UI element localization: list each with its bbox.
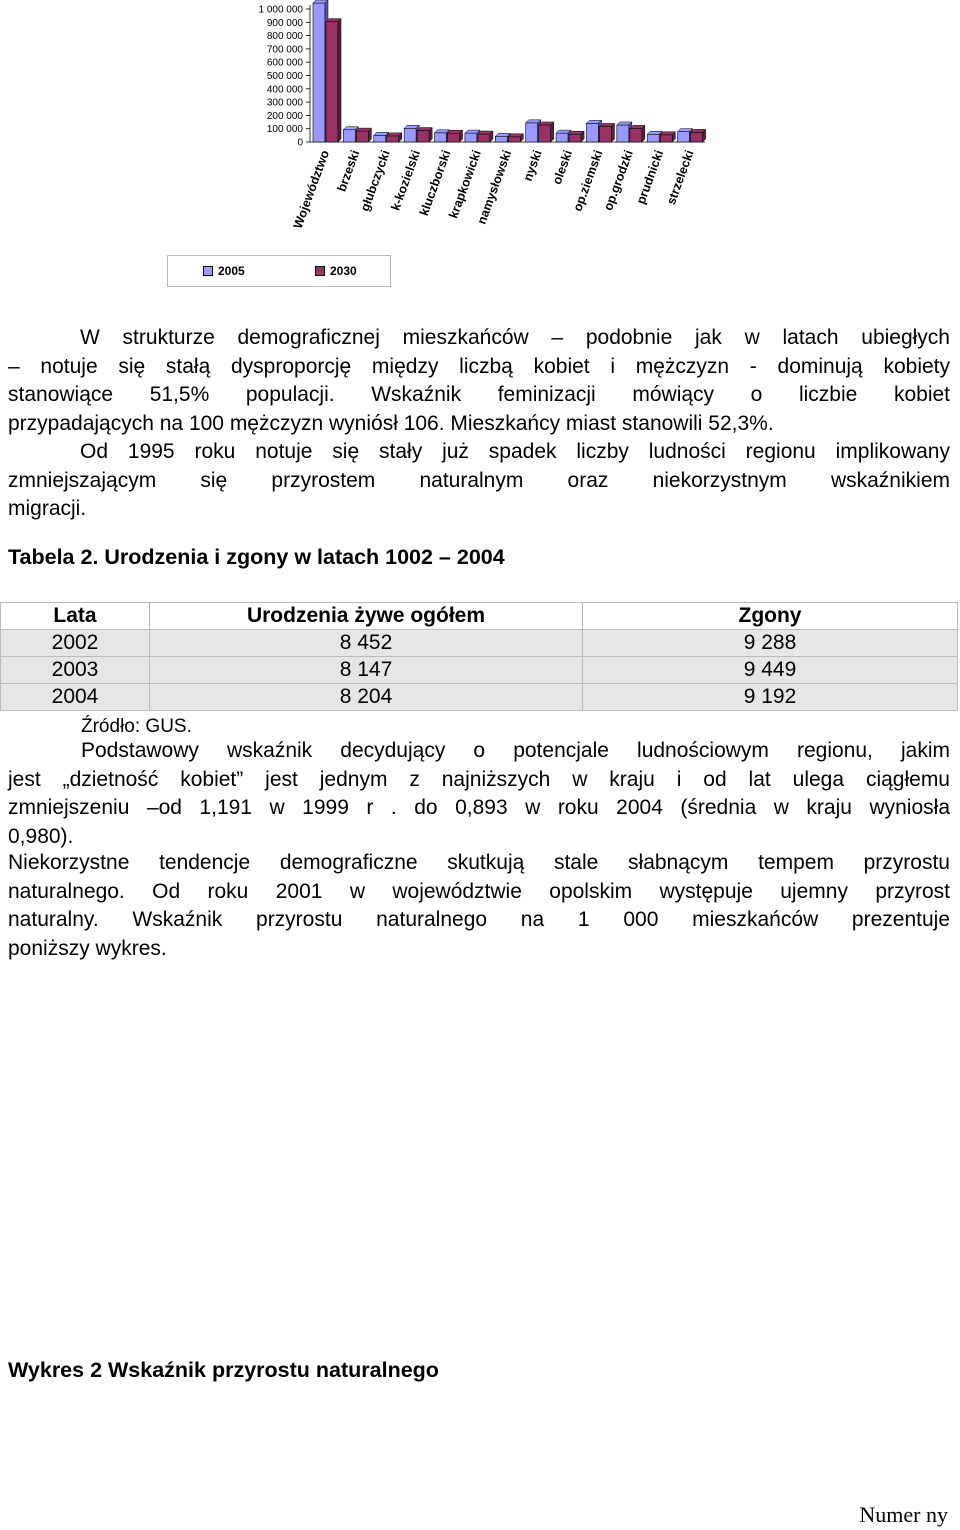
- bar-side-2030: [551, 122, 554, 142]
- bar-2030: [356, 131, 368, 142]
- text-line: jest „dzietność kobiet” jest jednym z najniższych w kraju i od lat ulega ciągłemu: [8, 767, 950, 791]
- chart2-title: Wykres 2 Wskaźnik przyrostu naturalnego: [8, 1358, 439, 1382]
- bar-2030: [660, 135, 672, 142]
- bar-2030: [599, 126, 611, 142]
- bar-2030: [326, 22, 338, 142]
- legend-item-2005: [203, 264, 245, 278]
- table-cell: 2002: [1, 630, 150, 657]
- text-line: migracji.: [8, 497, 87, 520]
- y-tick-label: 600 000: [266, 57, 303, 69]
- x-tick-label: oleski: [549, 148, 576, 187]
- y-tick-label: 100 000: [266, 124, 303, 136]
- x-tick-label: strzelecki: [663, 148, 697, 207]
- bar-side-2030: [611, 123, 614, 142]
- table-header-row: [1, 603, 958, 630]
- text-line: Podstawowy wskaźnik decydujący o potencjale ludnościowym regionu, jakim: [81, 739, 950, 762]
- table-row: [1, 684, 958, 711]
- y-tick-label: 1 000 000: [258, 4, 303, 16]
- bar-side-2030: [338, 19, 341, 142]
- header-cell-years: Lata: [1, 603, 150, 630]
- legend-item-2030: [315, 264, 357, 278]
- table-cell: 8 204: [150, 684, 583, 711]
- table-row: [1, 630, 958, 657]
- bar-side-2030: [642, 125, 645, 142]
- text-line: naturalny. Wskaźnik przyrostu naturalnego na 1 000 mieszkańców prezentuje: [8, 908, 950, 931]
- y-tick-label: 0: [297, 137, 303, 149]
- table-cell: 9 288: [583, 630, 958, 657]
- legend-swatch-2005: [203, 266, 213, 276]
- text-line: zmniejszeniu –od 1,191 w 1999 r . do 0,893 w roku 2004 (średnia w kraju wyniosła: [8, 796, 950, 819]
- bar-2005: [404, 128, 416, 142]
- bar-2030: [387, 136, 399, 142]
- text-line: poniższy wykres.: [8, 936, 167, 960]
- x-tick-label: k-kozielski: [388, 148, 424, 213]
- text-line: W strukturze demograficznej mieszkańców – podobnie jak w latach ubiegłych: [80, 326, 950, 349]
- y-tick-label: 400 000: [266, 84, 303, 96]
- bar-2005: [435, 133, 447, 142]
- header-cell-births: Urodzenia żywe ogółem: [150, 603, 583, 630]
- bar-2005: [343, 130, 355, 142]
- x-tick-label: namysłowski: [474, 148, 515, 227]
- paragraph-fertility: [8, 737, 950, 851]
- bar-2030: [691, 132, 703, 142]
- y-tick-label: 300 000: [266, 97, 303, 109]
- bar-2005: [374, 135, 386, 142]
- x-tick-label: krapkowicki: [446, 148, 484, 221]
- text-line: stanowiące 51,5% populacji. Wskaźnik feminizacji mówiący o liczbie kobiet: [8, 383, 950, 406]
- x-tick-label: prudnicki: [633, 148, 667, 206]
- table-cell: 2003: [1, 657, 150, 684]
- bar-2030: [569, 134, 581, 142]
- text-line: Niekorzystne tendencje demograficzne skutkują stale słabnącym tempem przyrostu: [8, 851, 950, 874]
- legend-swatch-2030: [315, 266, 325, 276]
- page-number-footer: Numer ny: [859, 1502, 948, 1527]
- population-bar-chart: [160, 0, 720, 250]
- table-cell: 2004: [1, 684, 150, 711]
- bar-2005: [617, 125, 629, 142]
- table-cell: 8 147: [150, 657, 583, 684]
- y-tick-label: 900 000: [266, 17, 303, 29]
- x-tick-label: głubczycki: [357, 148, 393, 214]
- text-line: zmniejszającym się przyrostem naturalnym oraz niekorzystnym wskaźnikiem: [8, 468, 950, 492]
- bar-2005: [556, 133, 568, 142]
- bar-2005: [647, 134, 659, 142]
- bar-2005: [465, 133, 477, 142]
- x-tick-label: kluczborski: [416, 148, 454, 218]
- text-line: Od 1995 roku notuje się stały już spadek liczby ludności regionu implikowany: [80, 440, 950, 463]
- bar-2005: [678, 132, 690, 142]
- paragraph-population-decline: [8, 438, 950, 524]
- bar-2030: [508, 137, 520, 142]
- bar-2005: [495, 136, 507, 142]
- table-cell: 8 452: [150, 630, 583, 657]
- text-line: przypadających na 100 mężczyzn wyniósł 106. Mieszkańcy miast stanowili 52,3%.: [8, 411, 774, 435]
- bar-2030: [630, 128, 642, 142]
- y-tick-label: 800 000: [266, 31, 303, 43]
- header-cell-deaths: Zgony: [583, 603, 958, 630]
- table-row: [1, 657, 958, 684]
- y-tick-label: 200 000: [266, 110, 303, 122]
- x-tick-label: brzeski: [334, 148, 363, 194]
- y-tick-label: 700 000: [266, 44, 303, 56]
- x-tick-label: op.ziemski: [570, 148, 606, 214]
- x-tick-label: nyski: [520, 148, 545, 184]
- births-deaths-table: [0, 602, 958, 711]
- table-cell: 9 449: [583, 657, 958, 684]
- paragraph-demographic-structure: [8, 324, 950, 438]
- legend-label-2030: 2030: [330, 264, 357, 278]
- paragraph-natural-growth: [8, 849, 950, 963]
- bar-2030: [478, 134, 490, 142]
- x-tick-label: Województwo: [290, 148, 333, 231]
- legend-label-2005: 2005: [218, 264, 245, 278]
- y-tick-label: 500 000: [266, 71, 303, 82]
- bar-2030: [448, 133, 460, 142]
- table-title: Tabela 2. Urodzenia i zgony w latach 1002 – 2004: [8, 545, 505, 569]
- table-cell: 9 192: [583, 684, 958, 711]
- bar-2005: [526, 123, 538, 142]
- chart-legend: [167, 255, 391, 287]
- x-tick-label: op.grodzki: [601, 148, 636, 213]
- bar-2005: [586, 123, 598, 142]
- table-source: Źródło: GUS.: [81, 716, 192, 737]
- text-line: – notuje się stałą dysproporcję między liczbą kobiet i mężczyzn - dominują kobiety: [8, 354, 950, 378]
- bar-2030: [539, 125, 551, 142]
- bar-2005: [313, 3, 325, 142]
- text-line: 0,980).: [8, 824, 74, 848]
- text-line: naturalnego. Od roku 2001 w województwie opolskim występuje ujemny przyrost: [8, 879, 950, 903]
- bar-2030: [417, 131, 429, 142]
